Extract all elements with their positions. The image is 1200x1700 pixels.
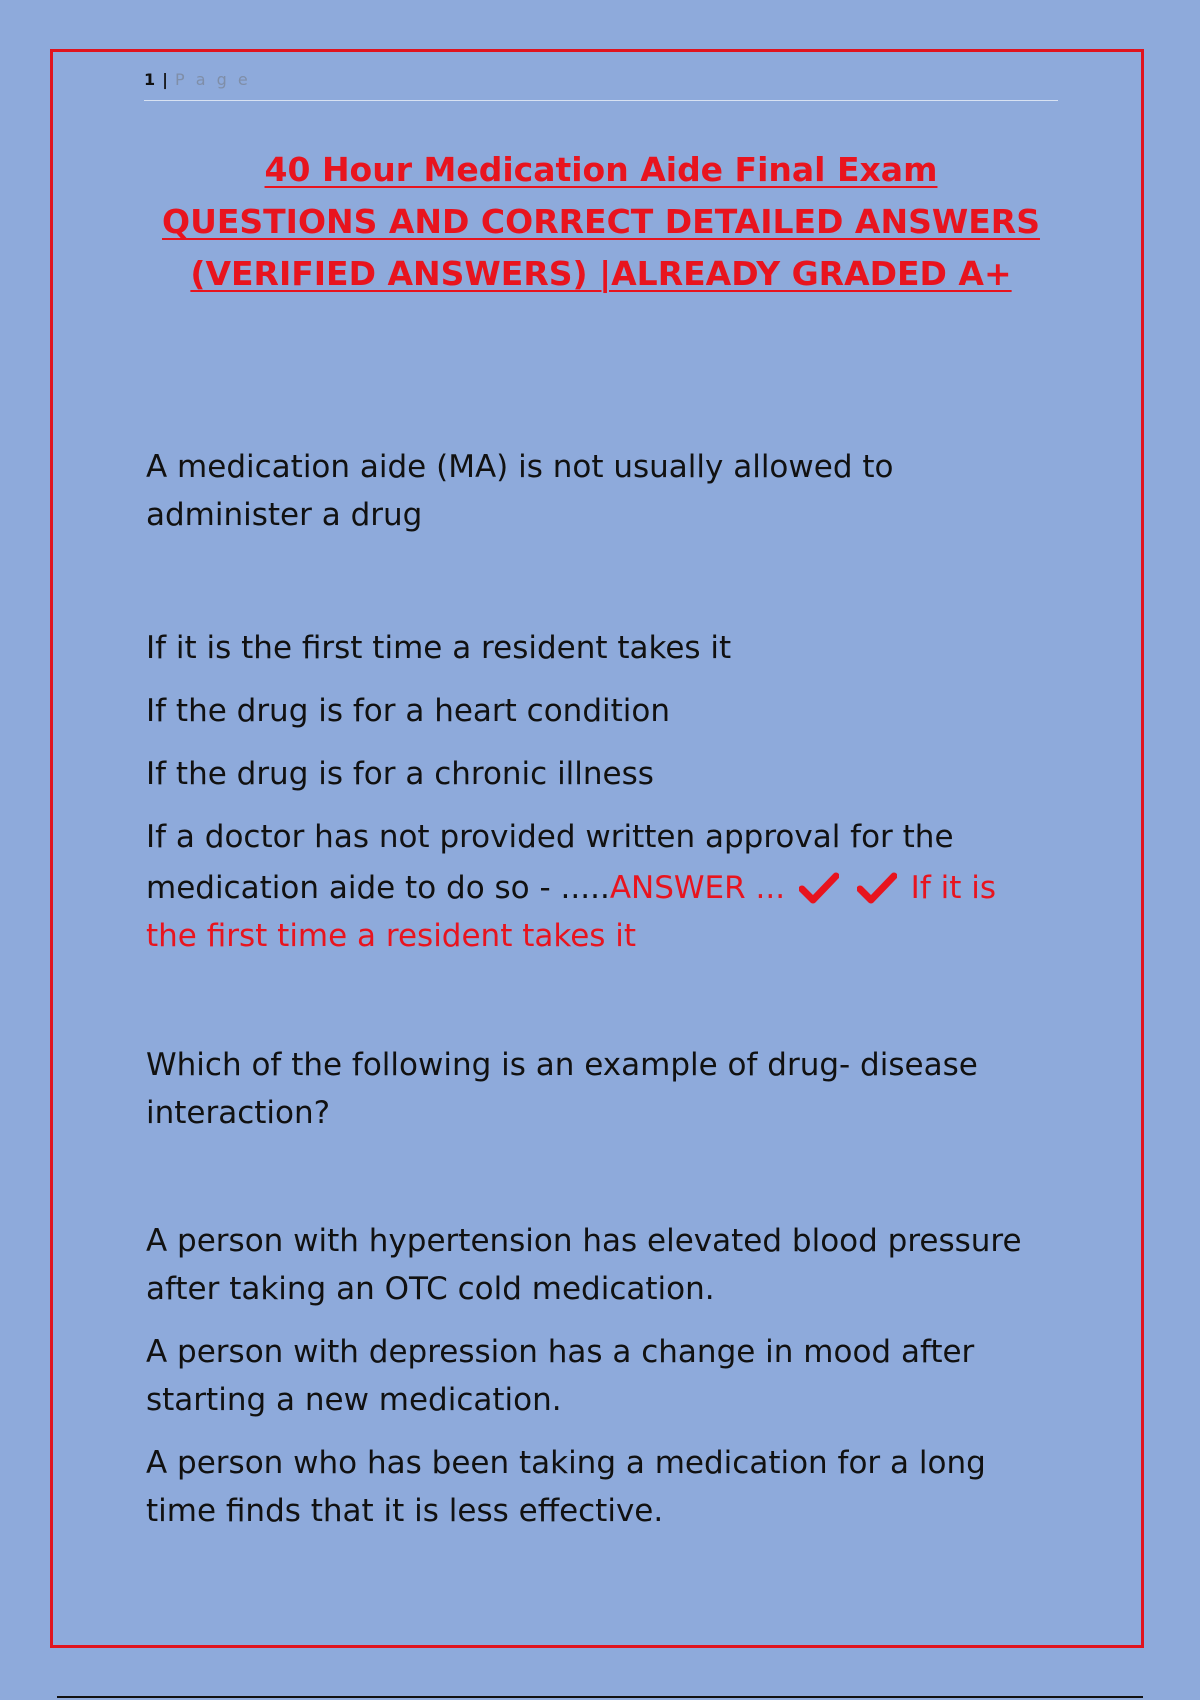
option-line: starting a new medication. bbox=[146, 1382, 562, 1418]
question-1 bbox=[146, 443, 1076, 539]
check-icon bbox=[857, 872, 897, 904]
question-1-options bbox=[146, 617, 1076, 869]
page-separator: | bbox=[162, 70, 171, 89]
check-icon bbox=[799, 872, 839, 904]
option-line: time finds that it is less effective. bbox=[146, 1493, 664, 1529]
title-line-2: QUESTIONS AND CORRECT DETAILED ANSWERS bbox=[162, 202, 1040, 241]
page-header bbox=[144, 70, 1058, 101]
option-line: after taking an OTC cold medication. bbox=[146, 1271, 715, 1307]
question-1-line-2: administer a drug bbox=[146, 497, 423, 533]
option-line: A person who has been taking a medication for a long bbox=[146, 1445, 986, 1481]
answer-line-1 bbox=[146, 864, 1076, 912]
question-1-line-1: A medication aide (MA) is not usually allowed to bbox=[146, 449, 894, 485]
footer-rule bbox=[57, 1696, 1143, 1698]
question-1-option-2: If the drug is for a heart condition bbox=[146, 693, 670, 729]
title-line-1: 40 Hour Medication Aide Final Exam bbox=[264, 150, 938, 189]
title-line-3: (VERIFIED ANSWERS) |ALREADY GRADED A+ bbox=[190, 254, 1012, 293]
question-1-answer bbox=[146, 864, 1076, 960]
option-line: A person with hypertension has elevated blood pressure bbox=[146, 1223, 1022, 1259]
question-2 bbox=[146, 1041, 1076, 1137]
option-4-continuation: medication aide to do so - ..... bbox=[146, 870, 610, 906]
document-title bbox=[144, 144, 1058, 300]
question-2-line-2: interaction? bbox=[146, 1095, 331, 1131]
page-number: 1 bbox=[144, 70, 159, 89]
question-2-option-2 bbox=[146, 1328, 1076, 1424]
question-2-option-3 bbox=[146, 1439, 1076, 1535]
question-1-option-3: If the drug is for a chronic illness bbox=[146, 756, 654, 792]
answer-label: ANSWER ... bbox=[609, 870, 786, 906]
page-word: P a g e bbox=[174, 70, 251, 89]
question-2-option-1 bbox=[146, 1217, 1076, 1313]
question-1-option-1: If it is the first time a resident takes it bbox=[146, 630, 732, 666]
answer-text-1: If it is bbox=[910, 870, 996, 906]
answer-text-2: the first time a resident takes it bbox=[146, 918, 637, 954]
question-2-line-1: Which of the following is an example of drug- disease bbox=[146, 1047, 978, 1083]
question-1-option-4: If a doctor has not provided written approval for the bbox=[146, 819, 954, 855]
option-line: A person with depression has a change in mood after bbox=[146, 1334, 975, 1370]
